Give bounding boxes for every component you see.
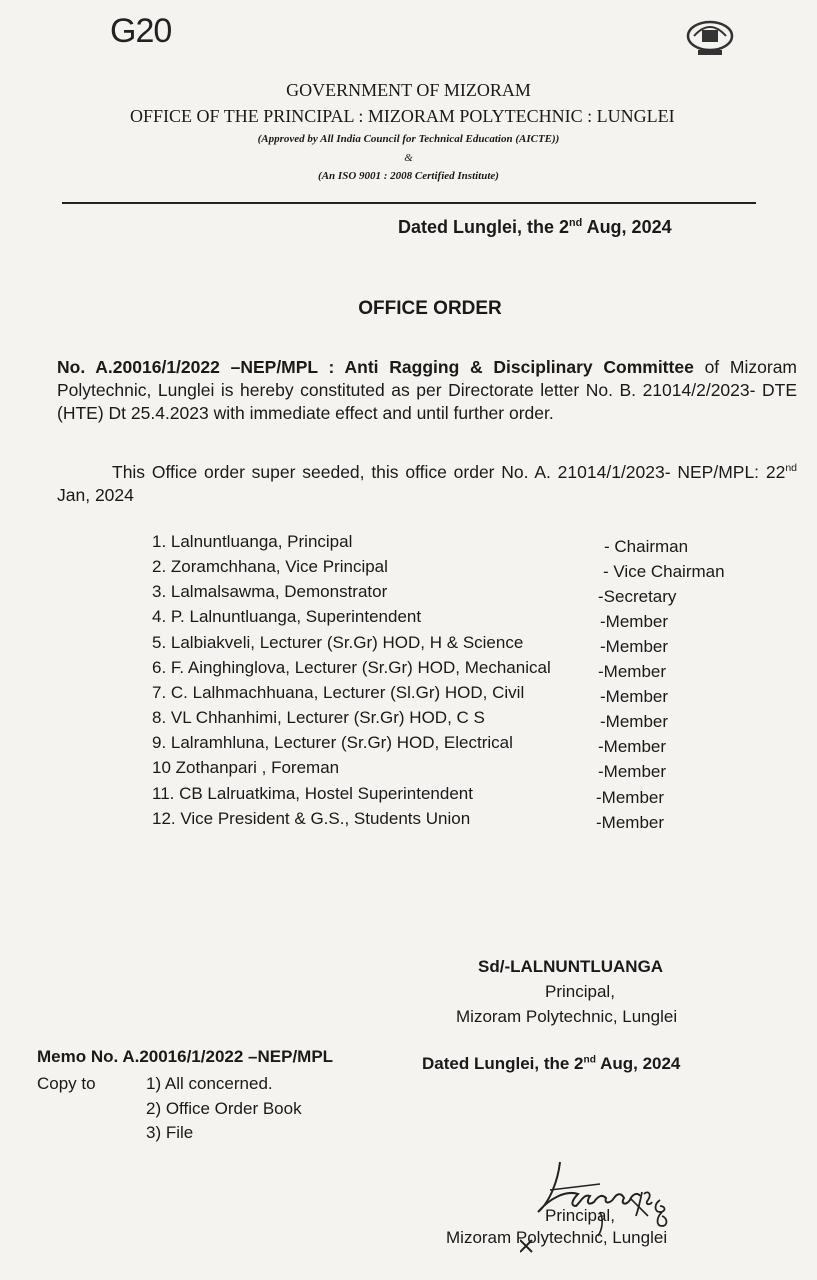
page-title: OFFICE ORDER [358,298,502,319]
g20-logo-text: G20 [110,12,172,50]
member-role: -Member [600,612,669,631]
office-heading: OFFICE OF THE PRINCIPAL : MIZORAM POLYTECHNIC : LUNGLEI [130,106,675,126]
member-role: -Member [600,712,669,731]
member-name: 10 Zothanpari , Foreman [152,758,340,777]
member-role: -Secretary [598,587,677,606]
member-name: 9. Lalramhluna, Lecturer (Sr.Gr) HOD, Electrical [152,733,513,752]
member-name: 12. Vice President & G.S., Students Union [152,809,471,828]
copy-to-label: Copy to [37,1074,96,1093]
member-name: 8. VL Chhanhimi, Lecturer (Sr.Gr) HOD, C S [152,708,485,727]
copy-item: 1) All concerned. [146,1074,273,1093]
memo-date: Dated Lunglei, the 2nd Aug, 2024 [422,1054,681,1073]
government-heading: GOVERNMENT OF MIZORAM [286,80,531,100]
member-name: 2. Zoramchhana, Vice Principal [152,557,388,576]
supersede-paragraph: This Office order super seeded, this office order No. A. 21014/1/2023- NEP/MPL: 22nd Jan, 2024 [57,461,797,505]
copy-item: 3) File [146,1123,194,1142]
member-name: 6. F. Ainghinglova, Lecturer (Sr.Gr) HOD, Mechanical [152,658,551,677]
member-role: -Member [598,762,667,781]
emblem-icon [684,18,736,58]
member-role: -Member [598,737,667,756]
member-role: -Member [600,687,669,706]
footer-designation: Principal, [545,1206,615,1225]
member-name: 7. C. Lalhmachhuana, Lecturer (Sl.Gr) HOD, Civil [152,683,525,702]
member-role: -Member [596,788,665,807]
member-role: -Member [598,662,667,681]
memo-number: Memo No. A.20016/1/2022 –NEP/MPL [37,1047,334,1066]
order-date: Dated Lunglei, the 2nd Aug, 2024 [398,217,672,237]
order-paragraph: No. A.20016/1/2022 –NEP/MPL : Anti Ragging & Disciplinary Committee of Mizoram Polytechnic, Lunglei is hereby constituted as per Directorate letter No. B. 21014/2/2023- DTE (HTE) Dt 25.4.2023 with immediate effect and until further order. [57,357,798,423]
g20-logo [110,12,171,51]
member-name: 11. CB Lalruatkima, Hostel Superintendent [152,784,473,803]
member-role: - Chairman [604,537,689,556]
signatory-name: Sd/-LALNUNTLUANGA [478,957,664,976]
signatory-institution: Mizoram Polytechnic, Lunglei [456,1007,678,1026]
copy-item: 2) Office Order Book [146,1099,302,1118]
member-role: -Member [600,637,669,656]
iso-line: (An ISO 9001 : 2008 Certified Institute) [318,170,499,182]
signatory-designation: Principal, [545,982,615,1001]
header-divider [62,202,756,204]
member-name: 4. P. Lalnuntluanga, Superintendent [152,607,422,626]
member-name: 3. Lalmalsawma, Demonstrator [152,582,388,601]
ampersand-line: & [404,152,413,164]
footer-institution: Mizoram Polytechnic, Lunglei [446,1228,668,1247]
member-name: 1. Lalnuntluanga, Principal [152,532,353,551]
approval-line: (Approved by All India Council for Technical Education (AICTE)) [257,133,560,145]
order-number: No. A.20016/1/2022 –NEP/MPL : Anti Ragging & Disciplinary Committee [57,357,694,377]
member-role: -Member [596,813,665,832]
member-name: 5. Lalbiakveli, Lecturer (Sr.Gr) HOD, H & Science [152,633,524,652]
member-role: - Vice Chairman [603,562,725,581]
